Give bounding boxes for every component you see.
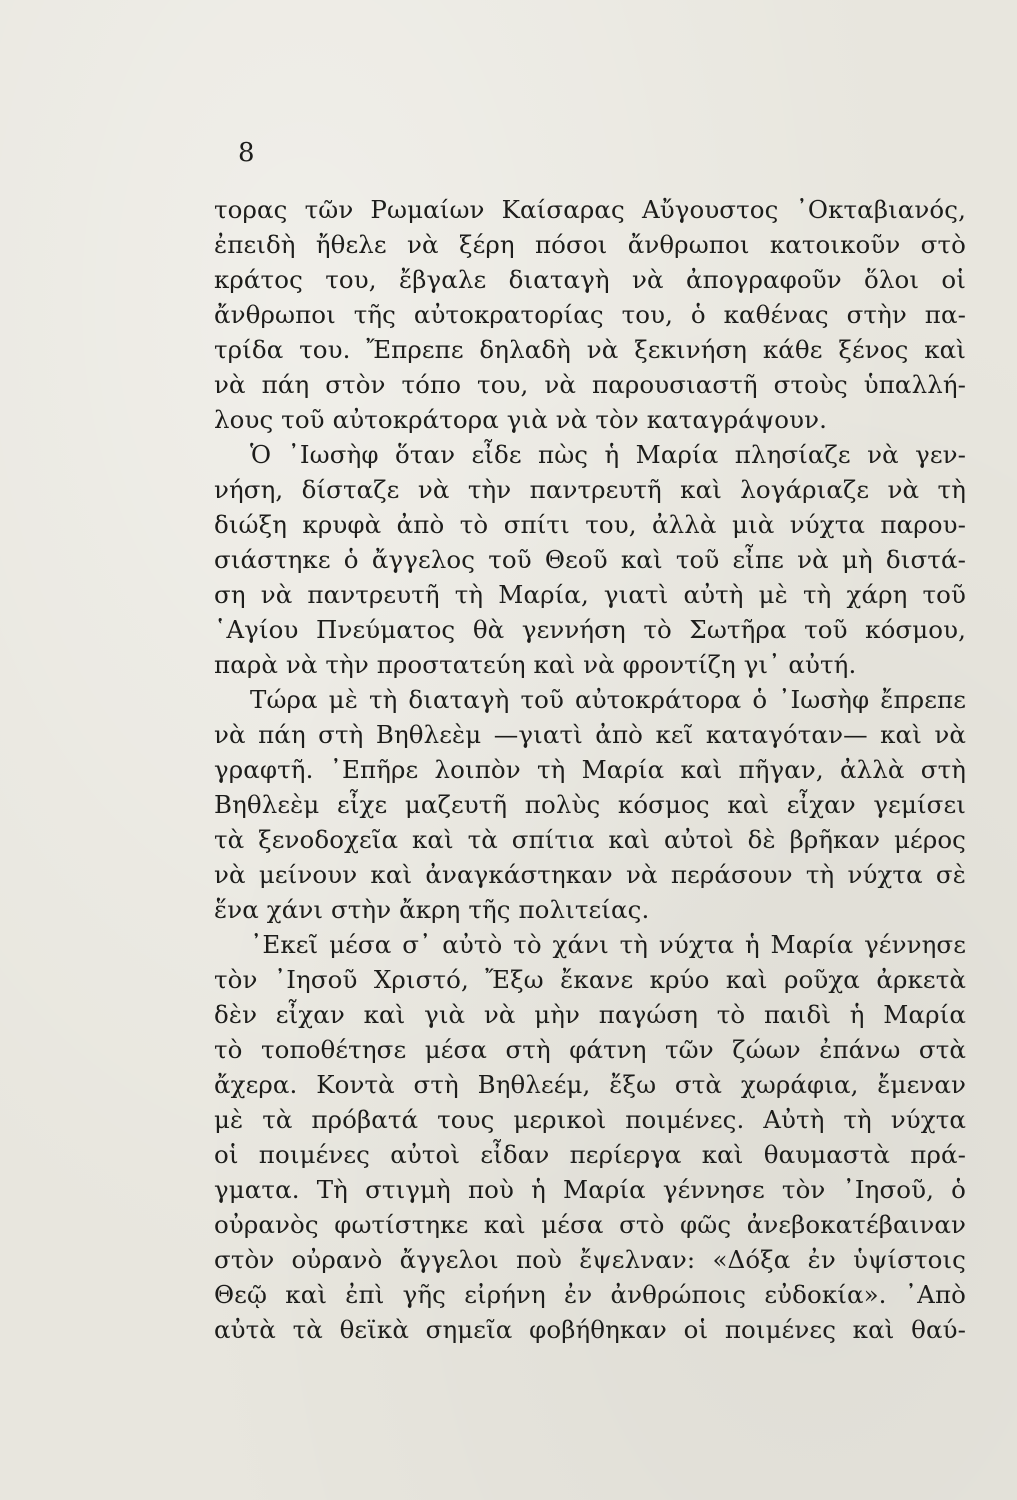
text-line: νὰ πάη στὸν τόπο του, νὰ παρουσιαστῆ στοὺς ὑπαλλή- <box>214 370 966 399</box>
text-line: ἐπειδὴ ἤθελε νὰ ξέρη πόσοι ἄνθρωποι κατοικοῦν στὸ <box>214 230 966 259</box>
text-line: διώξη κρυφὰ ἀπὸ τὸ σπίτι του, ἀλλὰ μιὰ νύχτα παρου- <box>214 510 966 539</box>
text-line: παρὰ νὰ τὴν προστατεύη καὶ νὰ φροντίζη γι᾿ αὐτή. <box>214 650 857 679</box>
text-line: λους τοῦ αὐτοκράτορα γιὰ νὰ τὸν καταγράψουν. <box>214 405 827 434</box>
text-line: σιάστηκε ὁ ἄγγελος τοῦ Θεοῦ καὶ τοῦ εἶπε νὰ μὴ διστά- <box>214 545 966 574</box>
text-line: γραφτῆ. ᾿Επῆρε λοιπὸν τὴ Μαρία καὶ πῆγαν, ἀλλὰ στὴ <box>214 755 966 784</box>
text-line: γματα. Τὴ στιγμὴ ποὺ ἡ Μαρία γέννησε τὸν ᾿Ιησοῦ, ὁ <box>214 1175 966 1204</box>
text-line: Ὁ ᾿Ιωσὴφ ὅταν εἶδε πὼς ἡ Μαρία πλησίαζε νὰ γεν- <box>250 440 966 469</box>
text-line: Τώρα μὲ τὴ διαταγὴ τοῦ αὐτοκράτορα ὁ ᾿Ιωσὴφ ἔπρεπε <box>250 685 966 714</box>
text-line: μὲ τὰ πρόβατά τους μερικοὶ ποιμένες. Αὐτὴ τὴ νύχτα <box>214 1105 966 1134</box>
text-line: οἱ ποιμένες αὐτοὶ εἶδαν περίεργα καὶ θαυμαστὰ πρά- <box>214 1140 966 1169</box>
text-line: τὸ τοποθέτησε μέσα στὴ φάτνη τῶν ζώων ἐπάνω στὰ <box>214 1035 966 1064</box>
text-line: νὰ μείνουν καὶ ἀναγκάστηκαν νὰ περάσουν τὴ νύχτα σὲ <box>214 860 966 889</box>
text-line: οὐρανὸς φωτίστηκε καὶ μέσα στὸ φῶς ἀνεβοκατέβαιναν <box>214 1210 966 1239</box>
text-line: νήση, δίσταζε νὰ τὴν παντρευτῆ καὶ λογάριαζε νὰ τὴ <box>214 475 966 504</box>
text-line: ἕνα χάνι στὴν ἄκρη τῆς πολιτείας. <box>214 895 650 924</box>
text-line: ἄνθρωποι τῆς αὐτοκρατορίας του, ὁ καθένας στὴν πα- <box>214 300 966 329</box>
text-line: τὸν ᾿Ιησοῦ Χριστό, Ἔξω ἔκανε κρύο καὶ ροῦχα ἀρκετὰ <box>214 965 966 994</box>
text-line: τορας τῶν Ρωμαίων Καίσαρας Αὔγουστος ᾿Οκταβιανός, <box>214 195 966 224</box>
text-line: αὐτὰ τὰ θεϊκὰ σημεῖα φοβήθηκαν οἱ ποιμένες καὶ θαύ- <box>214 1315 966 1344</box>
text-line: ᾿Εκεῖ μέσα σ᾿ αὐτὸ τὸ χάνι τὴ νύχτα ἡ Μαρία γέννησε <box>250 930 966 959</box>
text-line: νὰ πάη στὴ Βηθλεὲμ —γιατὶ ἀπὸ κεῖ καταγόταν— καὶ νὰ <box>214 720 966 749</box>
text-line: κράτος του, ἔβγαλε διαταγὴ νὰ ἀπογραφοῦν ὅλοι οἱ <box>214 265 966 294</box>
text-line: ση νὰ παντρευτῆ τὴ Μαρία, γιατὶ αὐτὴ μὲ τὴ χάρη τοῦ <box>214 580 966 609</box>
body-text <box>214 192 966 1347</box>
text-line: Θεῷ καὶ ἐπὶ γῆς εἰρήνη ἐν ἀνθρώποις εὐδοκία». ᾿Απὸ <box>214 1280 966 1309</box>
page-number: 8 <box>238 138 255 168</box>
text-line: δὲν εἶχαν καὶ γιὰ νὰ μὴν παγώση τὸ παιδὶ ἡ Μαρία <box>214 1000 966 1029</box>
text-line: ῾Αγίου Πνεύματος θὰ γεννήση τὸ Σωτῆρα τοῦ κόσμου, <box>214 615 966 644</box>
text-line: τὰ ξενοδοχεῖα καὶ τὰ σπίτια καὶ αὐτοὶ δὲ βρῆκαν μέρος <box>214 825 966 854</box>
text-line: στὸν οὐρανὸ ἄγγελοι ποὺ ἔψελναν: «Δόξα ἐν ὑψίστοις <box>214 1245 966 1274</box>
text-line: ἄχερα. Κοντὰ στὴ Βηθλεέμ, ἔξω στὰ χωράφια, ἔμεναν <box>214 1070 966 1099</box>
text-line: τρίδα του. Ἔπρεπε δηλαδὴ νὰ ξεκινήση κάθε ξένος καὶ <box>214 335 966 364</box>
text-line: Βηθλεὲμ εἶχε μαζευτῆ πολὺς κόσμος καὶ εἶχαν γεμίσει <box>214 790 966 819</box>
